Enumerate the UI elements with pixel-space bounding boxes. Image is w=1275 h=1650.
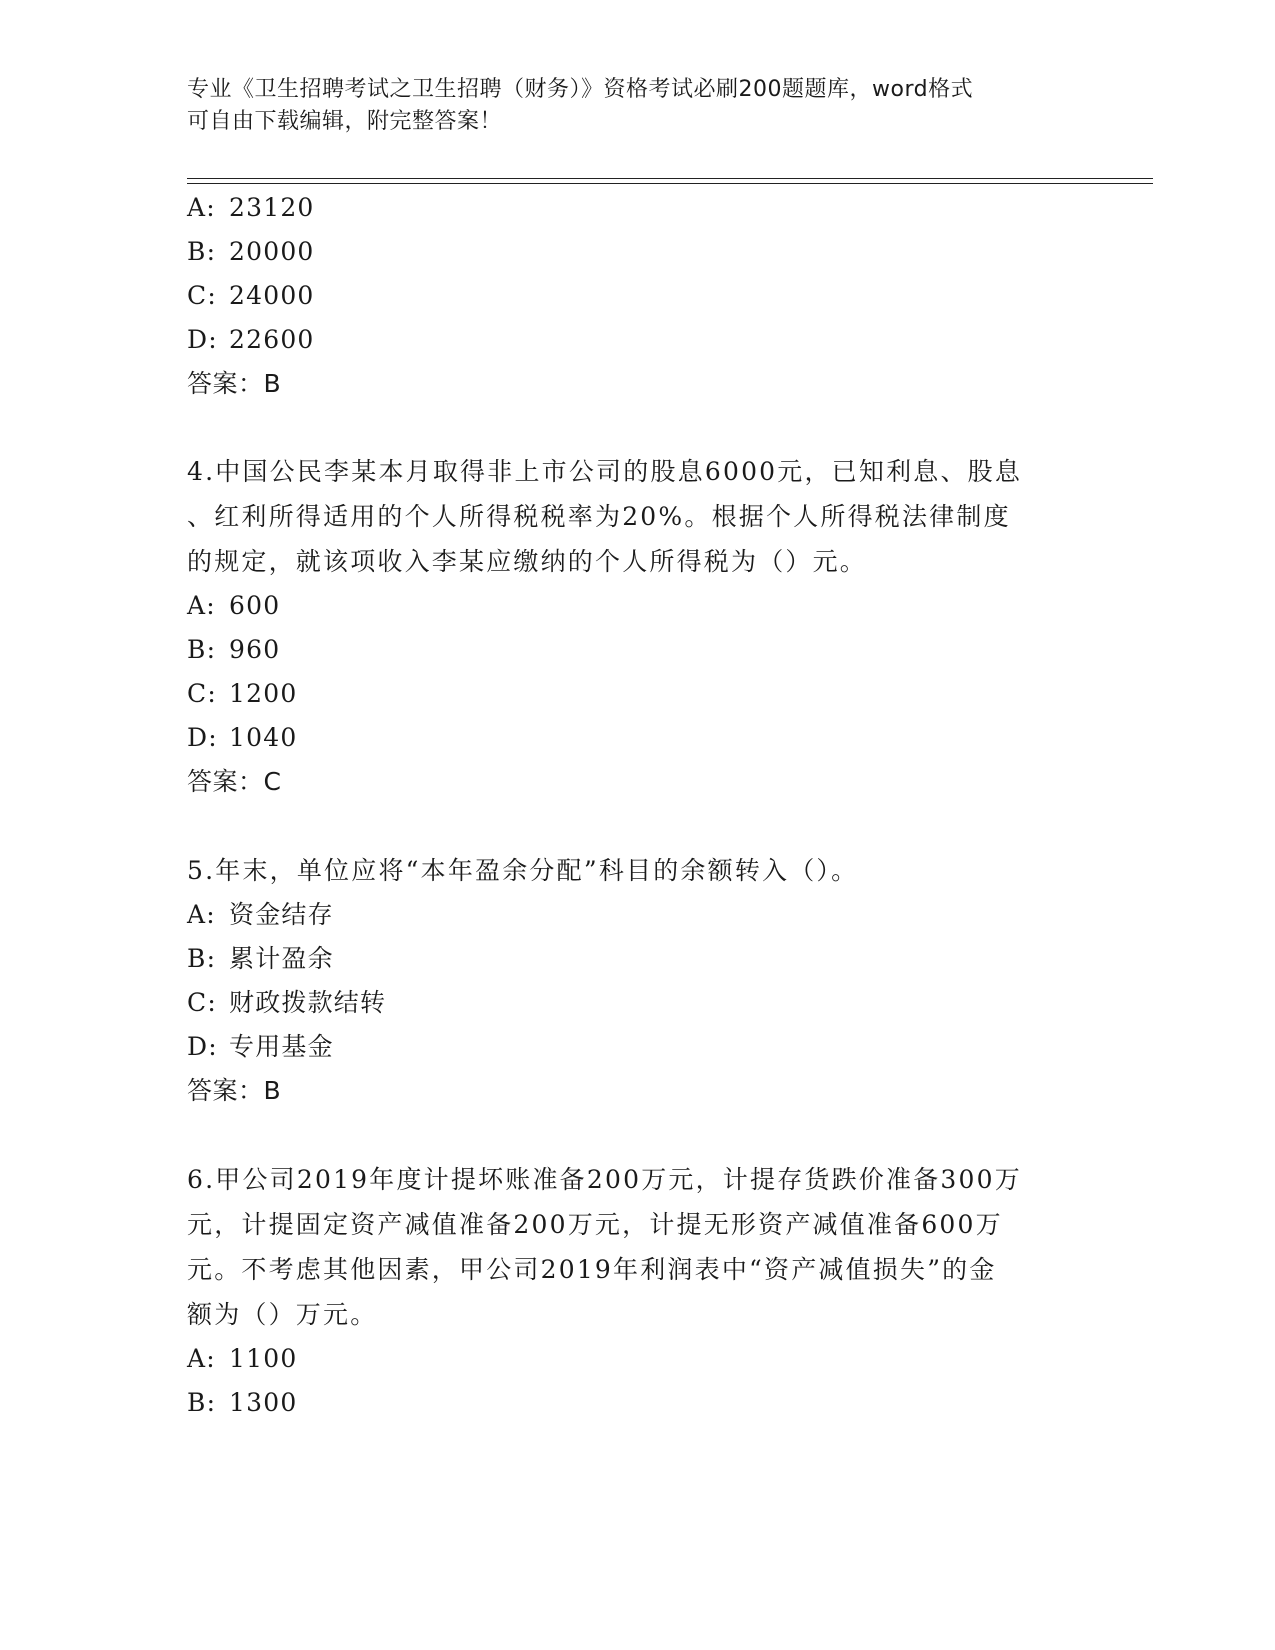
q6-option-b (187, 1387, 297, 1419)
q4-stem-line-3: 的规定，就该项收入李某应缴纳的个人所得税为（）元。 (187, 547, 868, 576)
q5-option-a (187, 899, 334, 931)
q4-option-b (187, 634, 280, 666)
option-text: 600 (229, 591, 281, 620)
option-key: B: (187, 944, 217, 973)
option-text: 22600 (229, 325, 315, 354)
option-text: 20000 (229, 237, 315, 266)
option-key: B: (187, 1388, 217, 1417)
option-text: 累计盈余 (229, 944, 334, 973)
option-key: A: (187, 900, 216, 929)
q6-stem-line-3: 元。不考虑其他因素，甲公司2019年利润表中“资产减值损失”的金 (187, 1255, 997, 1284)
q6-stem-line-2: 元，计提固定资产减值准备200万元，计提无形资产减值准备600万 (187, 1210, 1003, 1239)
q5-option-d (187, 1031, 334, 1063)
q3-option-b (187, 236, 315, 268)
q6-stem-line-4: 额为（）万元。 (187, 1300, 378, 1329)
header-divider-top (187, 178, 1153, 179)
option-text: 资金结存 (229, 900, 334, 929)
q6-option-a (187, 1343, 297, 1375)
q5-option-c (187, 987, 386, 1019)
option-text: 财政拨款结转 (229, 988, 387, 1017)
option-text: 960 (229, 635, 281, 664)
q4-stem-line-1: 4.中国公民李某本月取得非上市公司的股息6000元，已知利息、股息 (187, 457, 1023, 486)
option-text: 1300 (229, 1388, 298, 1417)
q4-option-a (187, 590, 280, 622)
option-key: A: (187, 591, 216, 620)
q5-answer: 答案：B (187, 1076, 282, 1105)
q4-answer: 答案：C (187, 767, 282, 796)
option-key: B: (187, 237, 217, 266)
header-line-2: 可自由下载编辑，附完整答案！ (187, 109, 503, 134)
option-text: 专用基金 (229, 1032, 334, 1061)
q3-option-a (187, 192, 315, 224)
q3-option-c (187, 280, 315, 312)
option-text: 24000 (229, 281, 315, 310)
option-key: D: (187, 325, 218, 354)
q5-option-b (187, 943, 334, 975)
option-text: 23120 (229, 193, 315, 222)
option-key: D: (187, 1032, 218, 1061)
option-key: A: (187, 193, 216, 222)
q4-stem-line-2: 、红利所得适用的个人所得税税率为20%。根据个人所得税法律制度 (187, 502, 1011, 531)
option-key: D: (187, 723, 218, 752)
option-key: C: (187, 281, 217, 310)
q3-option-d (187, 324, 315, 356)
q6-stem-line-1: 6.甲公司2019年度计提坏账准备200万元，计提存货跌价准备300万 (187, 1165, 1022, 1194)
option-text: 1040 (229, 723, 298, 752)
q4-option-d (187, 722, 297, 754)
q4-option-c (187, 678, 297, 710)
header-divider-bottom (187, 183, 1153, 184)
option-key: B: (187, 635, 217, 664)
option-text: 1200 (229, 679, 298, 708)
q3-answer: 答案：B (187, 369, 282, 398)
option-text: 1100 (229, 1344, 298, 1373)
header-line-1: 专业《卫生招聘考试之卫生招聘（财务）》资格考试必刷200题题库，word格式 (187, 77, 974, 102)
document-header (187, 74, 1067, 138)
option-key: C: (187, 679, 217, 708)
option-key: A: (187, 1344, 216, 1373)
option-key: C: (187, 988, 217, 1017)
q5-stem-line-1: 5.年末，单位应将“本年盈余分配”科目的余额转入（）。 (187, 856, 859, 885)
